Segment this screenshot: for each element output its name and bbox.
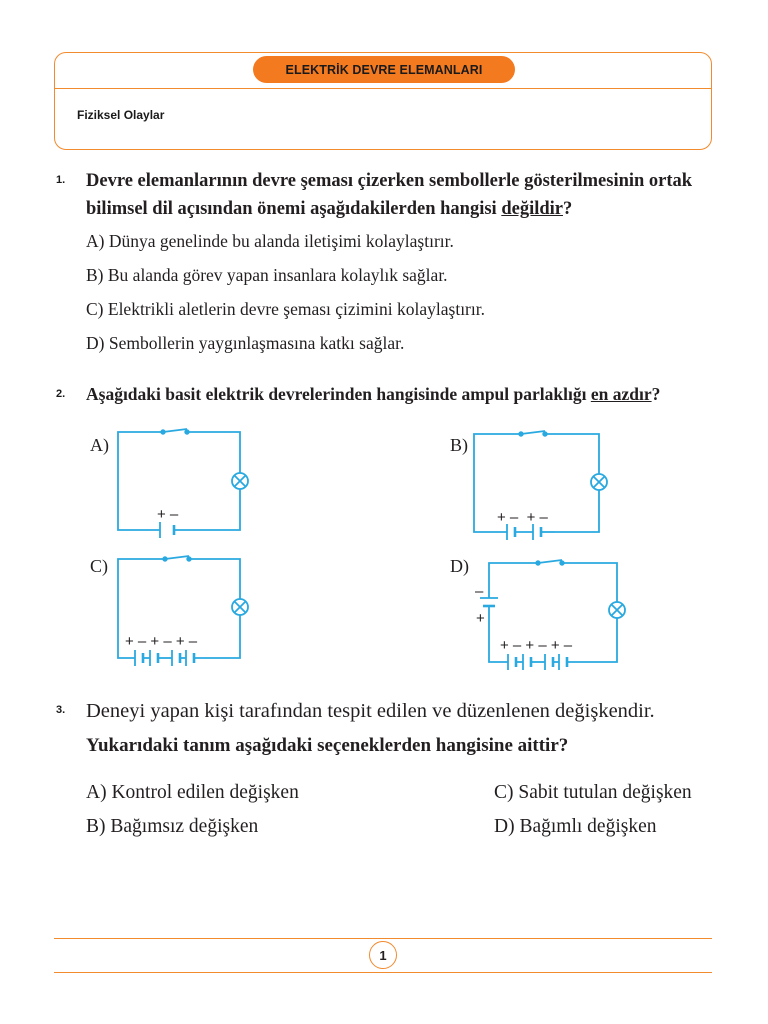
q1-option-d[interactable]: D) Sembollerin yaygınlaşmasına katkı sağlar.	[86, 333, 405, 353]
question-1-stem-line1: Devre elemanlarının devre şeması çizerken sembollerle gösterilmesinin ortak	[86, 171, 693, 191]
footer-line-top	[54, 938, 712, 939]
bulb-icon-c	[232, 599, 248, 615]
circuit-b-label[interactable]: B)	[450, 435, 468, 455]
q1-option-b[interactable]: B) Bu alanda görev yapan insanlara kolaylık sağlar.	[86, 265, 448, 285]
page-title: ELEKTRİK DEVRE ELEMANLARI	[253, 56, 515, 83]
stem-text: bilimsel dil açısından önemi aşağıdakilerden hangisi	[86, 199, 502, 219]
q3-option-a[interactable]: A) Kontrol edilen değişken	[86, 782, 299, 803]
header-divider	[54, 88, 712, 89]
q3-option-c[interactable]: C) Sabit tutulan değişken	[494, 782, 692, 803]
question-2-stem	[86, 380, 660, 408]
polarity-d: + – + – + –	[500, 637, 573, 654]
question-3-question: Yukarıdaki tanım aşağıdaki seçeneklerden hangisine aittir?	[86, 735, 569, 756]
polarity-b: + – + –	[497, 509, 548, 526]
stem-text: ?	[651, 384, 661, 404]
question-1-stem-line2	[86, 195, 692, 223]
question-2-number: 2.	[56, 388, 66, 400]
footer-line-bottom	[54, 972, 712, 973]
stem-text: Aşağıdaki basit elektrik devrelerinden hangisinde ampul parlaklığı	[86, 384, 591, 404]
polarity-d-side-minus: –	[475, 583, 484, 600]
subject-label: Fiziksel Olaylar	[77, 108, 165, 122]
bulb-icon-a	[232, 473, 248, 489]
question-1-stem	[86, 167, 692, 223]
stem-text: ?	[562, 199, 573, 219]
q1-option-c[interactable]: C) Elektrikli aletlerin devre şeması çizimini kolaylaştırır.	[86, 299, 485, 319]
q1-option-a[interactable]: A) Dünya genelinde bu alanda iletişimi kolaylaştırır.	[86, 231, 454, 251]
polarity-c: + – + – + –	[125, 633, 198, 650]
polarity-a: + –	[157, 506, 179, 523]
bulb-icon-d	[609, 602, 625, 618]
q3-option-b[interactable]: B) Bağımsız değişken	[86, 816, 259, 837]
question-3-number: 3.	[56, 704, 66, 716]
q3-option-d[interactable]: D) Bağımlı değişken	[494, 816, 657, 837]
circuit-d-label[interactable]: D)	[450, 556, 469, 576]
stem-emphasis: en azdır	[590, 384, 652, 404]
polarity-d-side-plus: +	[476, 610, 485, 627]
question-3-stem: Deneyi yapan kişi tarafından tespit edilen ve düzenlenen değişkendir.	[86, 700, 655, 722]
bulb-icon-b	[591, 474, 607, 490]
question-1-number: 1.	[56, 174, 66, 186]
circuit-c-label[interactable]: C)	[90, 556, 108, 576]
circuit-a-label[interactable]: A)	[90, 435, 109, 455]
page-number: 1	[369, 941, 397, 969]
stem-emphasis: değildir	[501, 199, 563, 219]
